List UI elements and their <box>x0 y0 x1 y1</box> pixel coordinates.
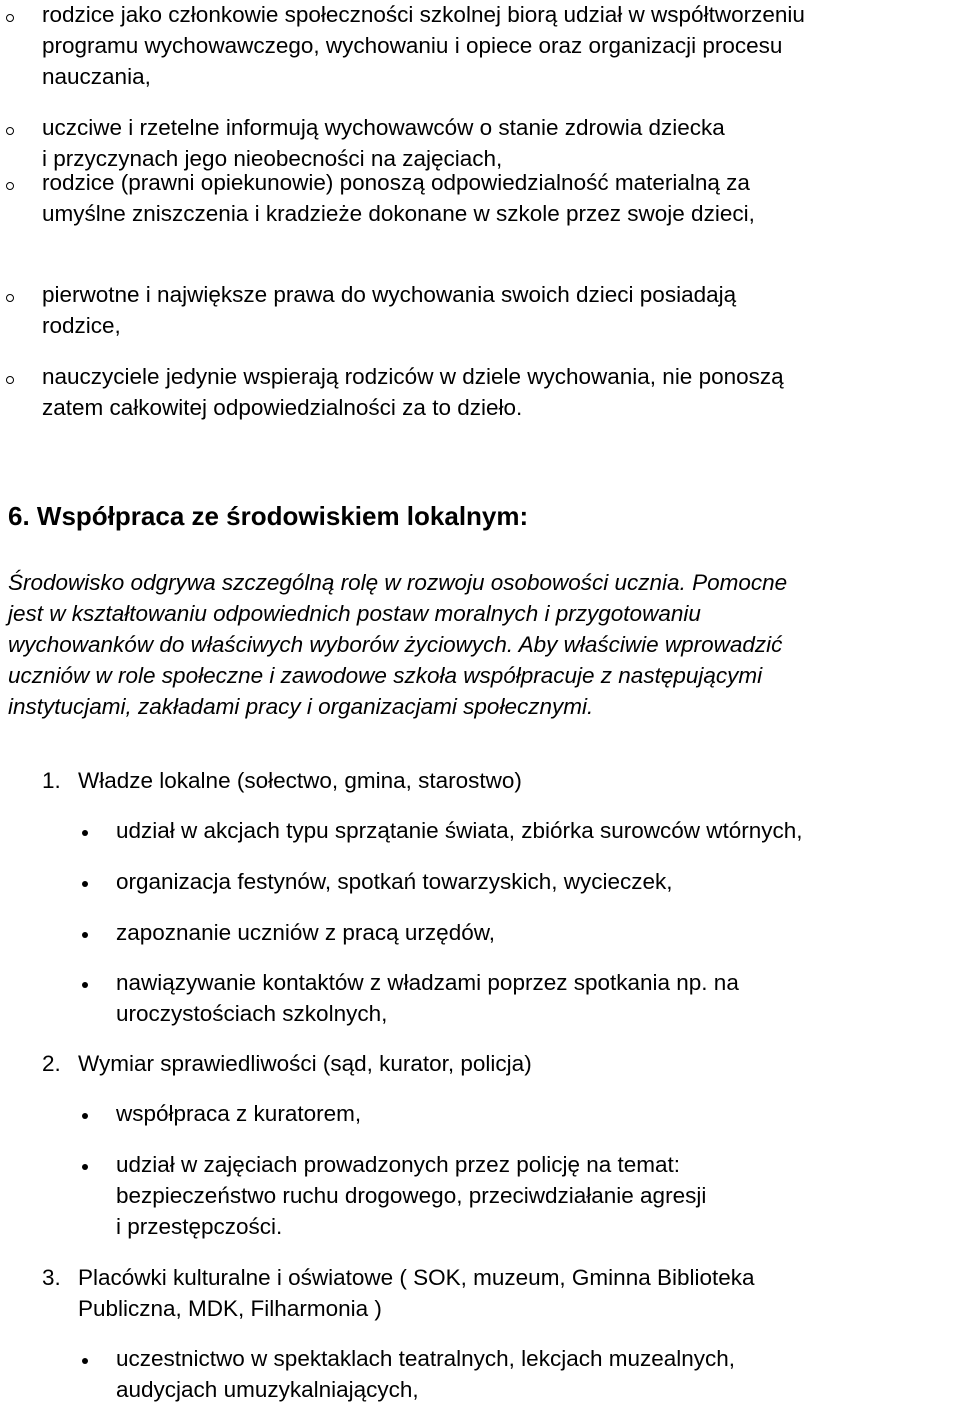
bullet-icon <box>82 1164 88 1170</box>
bullet-line: uczciwe i rzetelne informują wychowawców o stanie zdrowia dziecka <box>42 115 725 140</box>
bullet-icon <box>6 376 14 384</box>
sub-bullet-line: i przestępczości. <box>116 1214 283 1239</box>
bullet-icon <box>82 830 88 836</box>
paragraph-line: Środowisko odgrywa szczególną rolę w rozwoju osobowości ucznia. Pomocne <box>8 570 788 595</box>
sub-bullet-line: uczestnictwo w spektaklach teatralnych, lekcjach muzealnych, <box>116 1346 736 1371</box>
bullet-icon <box>82 1113 88 1119</box>
bullet-line: i przyczynach jego nieobecności na zajęciach, <box>42 146 503 171</box>
item-title: Publiczna, MDK, Filharmonia ) <box>78 1296 382 1321</box>
item-number: 3. <box>42 1265 61 1290</box>
paragraph-line: uczniów w role społeczne i zawodowe szkoła współpracuje z następującymi <box>8 663 763 688</box>
bullet-icon <box>82 932 88 938</box>
paragraph-line: wychowanków do właściwych wyborów życiowych. Aby właściwie wprowadzić <box>8 632 783 657</box>
sub-bullet-line: zapoznanie uczniów z pracą urzędów, <box>116 920 495 945</box>
bullet-icon <box>82 881 88 887</box>
bullet-line: nauczania, <box>42 64 151 89</box>
sub-bullet-line: organizacja festynów, spotkań towarzyskich, wycieczek, <box>116 869 673 894</box>
bullet-line: zatem całkowitej odpowiedzialności za to dzieło. <box>42 395 523 420</box>
section-heading: 6. Współpraca ze środowiskiem lokalnym: <box>8 501 529 531</box>
bullet-icon <box>82 1358 88 1364</box>
paragraph-line: instytucjami, zakładami pracy i organizacjami społecznymi. <box>8 694 594 719</box>
bullet-line: rodzice jako członkowie społeczności szkolnej biorą udział w współtworzeniu <box>42 2 805 27</box>
sub-bullet-line: udział w akcjach typu sprzątanie świata, zbiórka surowców wtórnych, <box>116 818 803 843</box>
bullet-icon <box>6 127 14 135</box>
item-number: 2. <box>42 1051 61 1076</box>
sub-bullet-line: bezpieczeństwo ruchu drogowego, przeciwdziałanie agresji <box>116 1183 707 1208</box>
bullet-icon <box>6 14 14 22</box>
bullet-line: pierwotne i największe prawa do wychowania swoich dzieci posiadają <box>42 282 737 307</box>
sub-bullet-line: współpraca z kuratorem, <box>116 1101 362 1126</box>
bullet-icon <box>82 982 88 988</box>
bullet-line: programu wychowawczego, wychowaniu i opiece oraz organizacji procesu <box>42 33 783 58</box>
sub-bullet-line: udział w zajęciach prowadzonych przez policję na temat: <box>116 1152 681 1177</box>
bullet-line: rodzice, <box>42 313 121 338</box>
sub-bullet-line: nawiązywanie kontaktów z władzami poprzez spotkania np. na <box>116 970 739 995</box>
sub-bullet-line: audycjach umuzykalniających, <box>116 1377 419 1402</box>
bullet-icon <box>6 182 14 190</box>
sub-bullet-line: uroczystościach szkolnych, <box>116 1001 388 1026</box>
item-title: Władze lokalne (sołectwo, gmina, starostwo) <box>78 768 522 793</box>
paragraph-line: jest w kształtowaniu odpowiednich postaw moralnych i przygotowaniu <box>8 601 701 626</box>
bullet-line: rodzice (prawni opiekunowie) ponoszą odpowiedzialność materialną za <box>42 170 750 195</box>
bullet-line: nauczyciele jedynie wspierają rodziców w dziele wychowania, nie ponoszą <box>42 364 784 389</box>
item-title: Placówki kulturalne i oświatowe ( SOK, muzeum, Gminna Biblioteka <box>78 1265 755 1290</box>
bullet-icon <box>6 294 14 302</box>
item-number: 1. <box>42 768 61 793</box>
bullet-line: umyślne zniszczenia i kradzieże dokonane w szkole przez swoje dzieci, <box>42 201 755 226</box>
item-title: Wymiar sprawiedliwości (sąd, kurator, policja) <box>78 1051 532 1076</box>
